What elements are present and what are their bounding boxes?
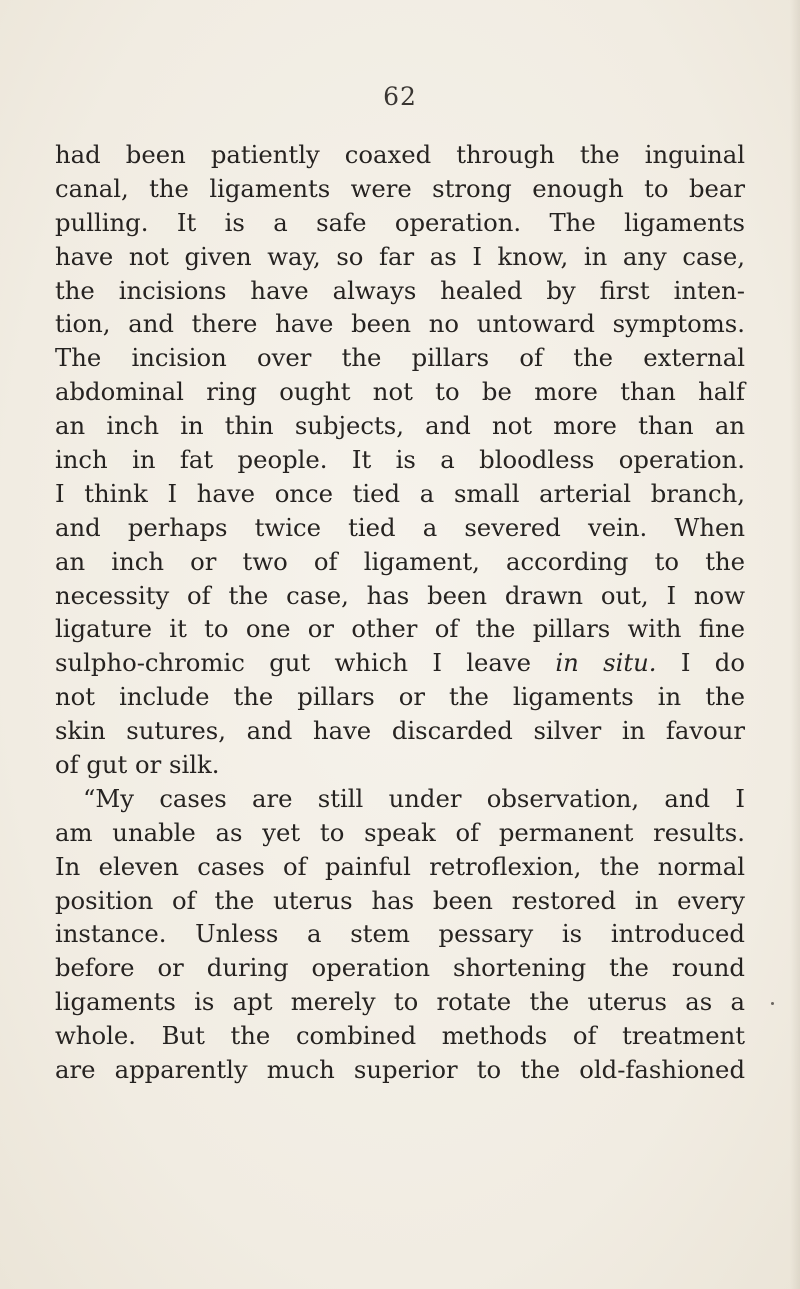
text-line: pulling. It is a safe operation. The ligaments <box>55 207 745 237</box>
text-line: skin sutures, and have discarded silver in favour <box>55 716 745 746</box>
text-line: I think I have once tied a small arterial branch, <box>55 478 745 508</box>
text-line: abdominal ring ought not to be more than half <box>55 377 745 407</box>
text-line: before or during operation shortening the round <box>55 953 745 983</box>
text-line: instance. Unless a stem pessary is introduced <box>55 919 745 949</box>
text-line: and perhaps twice tied a severed vein. When <box>55 512 745 542</box>
print-speck <box>771 1002 774 1005</box>
text-line-with-italic <box>55 646 745 680</box>
page-edge-shadow <box>790 0 800 1289</box>
text-line: have not given way, so far as I know, in any case, <box>55 241 745 271</box>
text-line: canal, the ligaments were strong enough to bear <box>55 173 745 203</box>
text-line: In eleven cases of painful retroflexion, the normal <box>55 851 745 881</box>
text-line: tion, and there have been no untoward symptoms. <box>55 309 745 339</box>
text-line: not include the pillars or the ligaments in the <box>55 682 745 712</box>
text-line: inch in fat people. It is a bloodless operation. <box>55 445 745 475</box>
text-line-paragraph-start: “My cases are still under observation, and I <box>83 783 745 813</box>
text-line: necessity of the case, has been drawn out, I now <box>55 580 745 610</box>
page-number: 62 <box>383 82 417 111</box>
text-line: The incision over the pillars of the external <box>55 343 745 373</box>
text-line: the incisions have always healed by first inten- <box>55 275 745 305</box>
text-line: position of the uterus has been restored in every <box>55 885 745 915</box>
text-line: an inch or two of ligament, according to the <box>55 546 745 576</box>
text-line: ligature it to one or other of the pillars with fine <box>55 614 745 644</box>
text-line: are apparently much superior to the old-fashioned <box>55 1055 745 1085</box>
text-line: had been patiently coaxed through the inguinal <box>55 140 745 169</box>
text-line: ligaments is apt merely to rotate the uterus as a <box>55 987 745 1017</box>
text-line: whole. But the combined methods of treatment <box>55 1021 745 1051</box>
text-line: an inch in thin subjects, and not more than an <box>55 411 745 441</box>
text-segment: sulpho-chromic gut which I leave <box>55 648 556 678</box>
italic-phrase: in situ. <box>555 648 657 678</box>
body-text <box>55 138 745 1087</box>
text-line: of gut or silk. <box>55 750 220 780</box>
text-segment: I do <box>656 648 745 678</box>
text-line: am unable as yet to speak of permanent results. <box>55 817 745 847</box>
